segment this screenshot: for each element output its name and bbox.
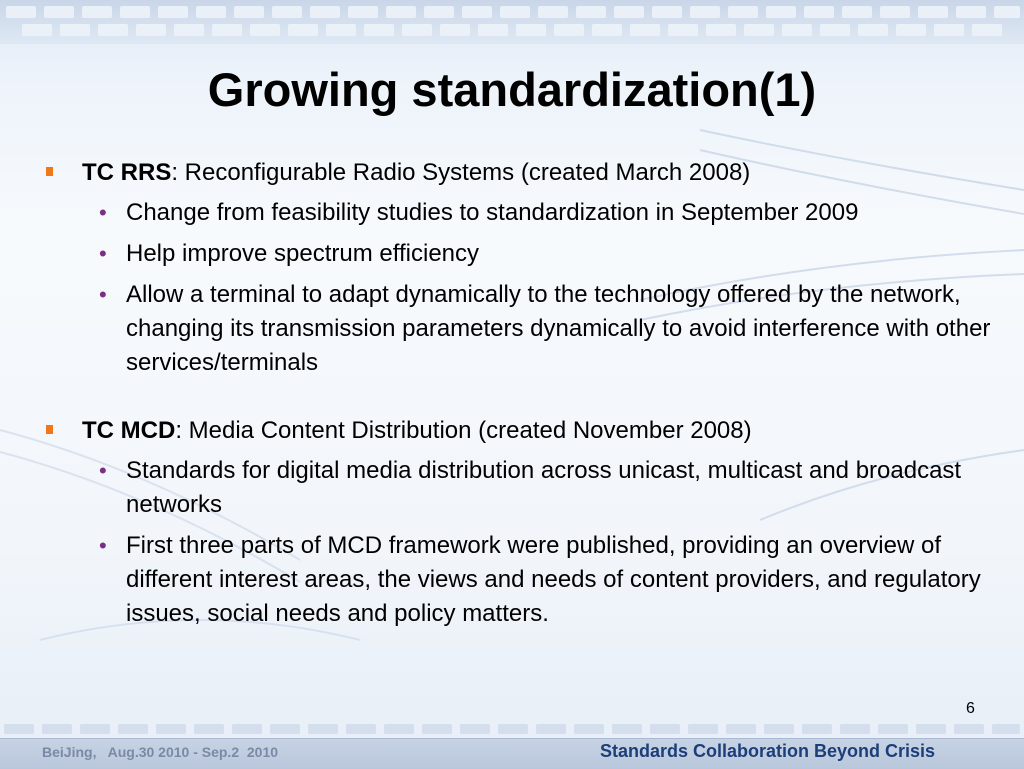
list-item-text: Help improve spectrum efficiency: [126, 240, 480, 267]
dot-bullet-icon: •: [99, 458, 107, 483]
dot-bullet-icon: •: [99, 200, 107, 225]
square-bullet-icon: [46, 167, 53, 176]
footer-tile-pattern: [4, 724, 1020, 734]
sub-bullet-list: [44, 196, 994, 380]
section-tc-rrs: [44, 156, 994, 380]
list-item-text: Standards for digital media distribution across unicast, multicast and broadcast networks: [126, 457, 962, 518]
sub-bullet-list: [44, 454, 994, 631]
section-description: : Reconfigurable Radio Systems (created March 2008): [171, 159, 751, 186]
bullet-level1: [44, 414, 994, 448]
dot-bullet-icon: •: [99, 533, 107, 558]
square-bullet-icon: [46, 425, 53, 434]
footer-slogan: Standards Collaboration Beyond Crisis: [600, 741, 936, 761]
page-number: 6: [966, 700, 975, 717]
section-description: : Media Content Distribution (created November 2008): [175, 417, 752, 444]
section-heading: TC RRS: [82, 159, 172, 186]
list-item: [44, 278, 994, 380]
dot-bullet-icon: •: [99, 241, 107, 266]
list-item-text: First three parts of MCD framework were published, providing an overview of different interest areas, the views and needs of content providers, and regulatory issues, social needs and policy matters.: [126, 532, 981, 627]
list-item: [44, 196, 994, 230]
section-heading: TC MCD: [82, 417, 176, 444]
slide-title: Growing standardization(1): [207, 63, 817, 116]
slide-content: [44, 156, 994, 638]
list-item: [44, 454, 994, 522]
bullet-level1: [44, 156, 994, 190]
list-item: [44, 237, 994, 271]
list-item-text: Allow a terminal to adapt dynamically to the technology offered by the network, changing its transmission parameters dynamically to avoid interference with other services/terminals: [126, 281, 991, 376]
section-tc-mcd: [44, 414, 994, 631]
list-item: [44, 529, 994, 631]
footer-date-location: BeiJing, Aug.30 2010 - Sep.2 2010: [42, 744, 279, 760]
list-item-text: Change from feasibility studies to standardization in September 2009: [126, 199, 859, 226]
dot-bullet-icon: •: [99, 282, 107, 307]
